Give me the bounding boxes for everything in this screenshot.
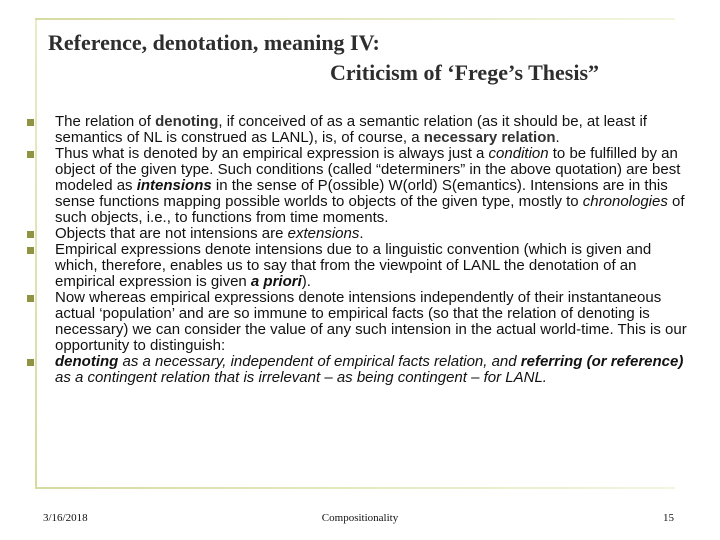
bullet-text-italic: extensions <box>287 225 360 242</box>
bullet-text-bold: denoting <box>155 113 219 130</box>
bullet-text: ). <box>301 273 311 290</box>
slide-title <box>48 28 688 88</box>
frame-bottom-line <box>35 487 675 489</box>
bullet-text-italic: as a necessary, independent of empirical facts relation, and <box>118 353 521 370</box>
frame-top-line <box>35 18 675 20</box>
bullet-text: , if conceived of as a semantic relation (as it should be, at least if semantics of NL is construed as LANL), is, of course, a <box>55 113 647 146</box>
square-bullet-icon <box>27 247 34 254</box>
square-bullet-icon <box>27 359 34 366</box>
bullet-text: . <box>359 225 364 242</box>
bullet-text: in the sense of P(ossible) W(orld) S(emantics). Intensions are in this sense functions mapping possible worlds to objects of the given type, mostly to <box>55 177 668 210</box>
bullet-text-bold: necessary relation <box>423 129 556 146</box>
bullet-list <box>18 114 690 386</box>
bullet-text: Empirical expressions denote intensions due to a linguistic convention (which is given and which, therefore, enables us to say that from the viewpoint of LANL the denotation of an empirical expression is given <box>55 241 652 290</box>
square-bullet-icon <box>27 231 34 238</box>
bullet-text-bold-italic: denoting <box>55 353 119 370</box>
bullet-text: The relation of <box>55 113 156 130</box>
square-bullet-icon <box>27 151 34 158</box>
bullet-item <box>18 226 690 242</box>
square-bullet-icon <box>27 119 34 126</box>
page-number: 15 <box>663 512 674 524</box>
bullet-text: . <box>555 129 560 146</box>
bullet-text: of such objects, i.e., to functions from time moments. <box>55 193 685 226</box>
bullet-text: Thus what is denoted by an empirical expression is always just a <box>55 145 489 162</box>
square-bullet-icon <box>27 295 34 302</box>
footer-date: 3/16/2018 <box>43 512 88 524</box>
bullet-text-bold-italic: a priori <box>250 273 302 290</box>
bullet-item <box>18 354 690 386</box>
title-line-1: Reference, denotation, meaning IV: <box>48 30 380 55</box>
bullet-text-bold-italic: referring (or reference) <box>520 353 684 370</box>
bullet-text: to be fulfilled by an object of the given type. Such conditions (called “determiners” in the above quotation) are best modeled as <box>55 145 681 194</box>
title-line-2: Criticism of ‘Frege’s Thesis” <box>330 60 600 85</box>
bullet-text: Now whereas empirical expressions denote intensions independently of their instantaneous actual ‘population’ and are so immune to empirical facts (so that the relation of denoting is necessary) we can consider the value of any such intension in the actual world-time. This is our opportunity to distinguish: <box>55 289 687 354</box>
bullet-item <box>18 146 690 226</box>
bullet-item <box>18 114 690 146</box>
bullet-text-italic: condition <box>488 145 549 162</box>
bullet-text: Objects that are not intensions are <box>55 225 288 242</box>
bullet-text-italic: chronologies <box>582 193 668 210</box>
footer-title: Compositionality <box>321 512 399 524</box>
bullet-item <box>18 290 690 354</box>
bullet-text-bold-italic: intensions <box>136 177 212 194</box>
bullet-text-italic: as a contingent relation that is irrelevant – as being contingent – for LANL. <box>55 369 547 386</box>
bullet-item <box>18 242 690 290</box>
